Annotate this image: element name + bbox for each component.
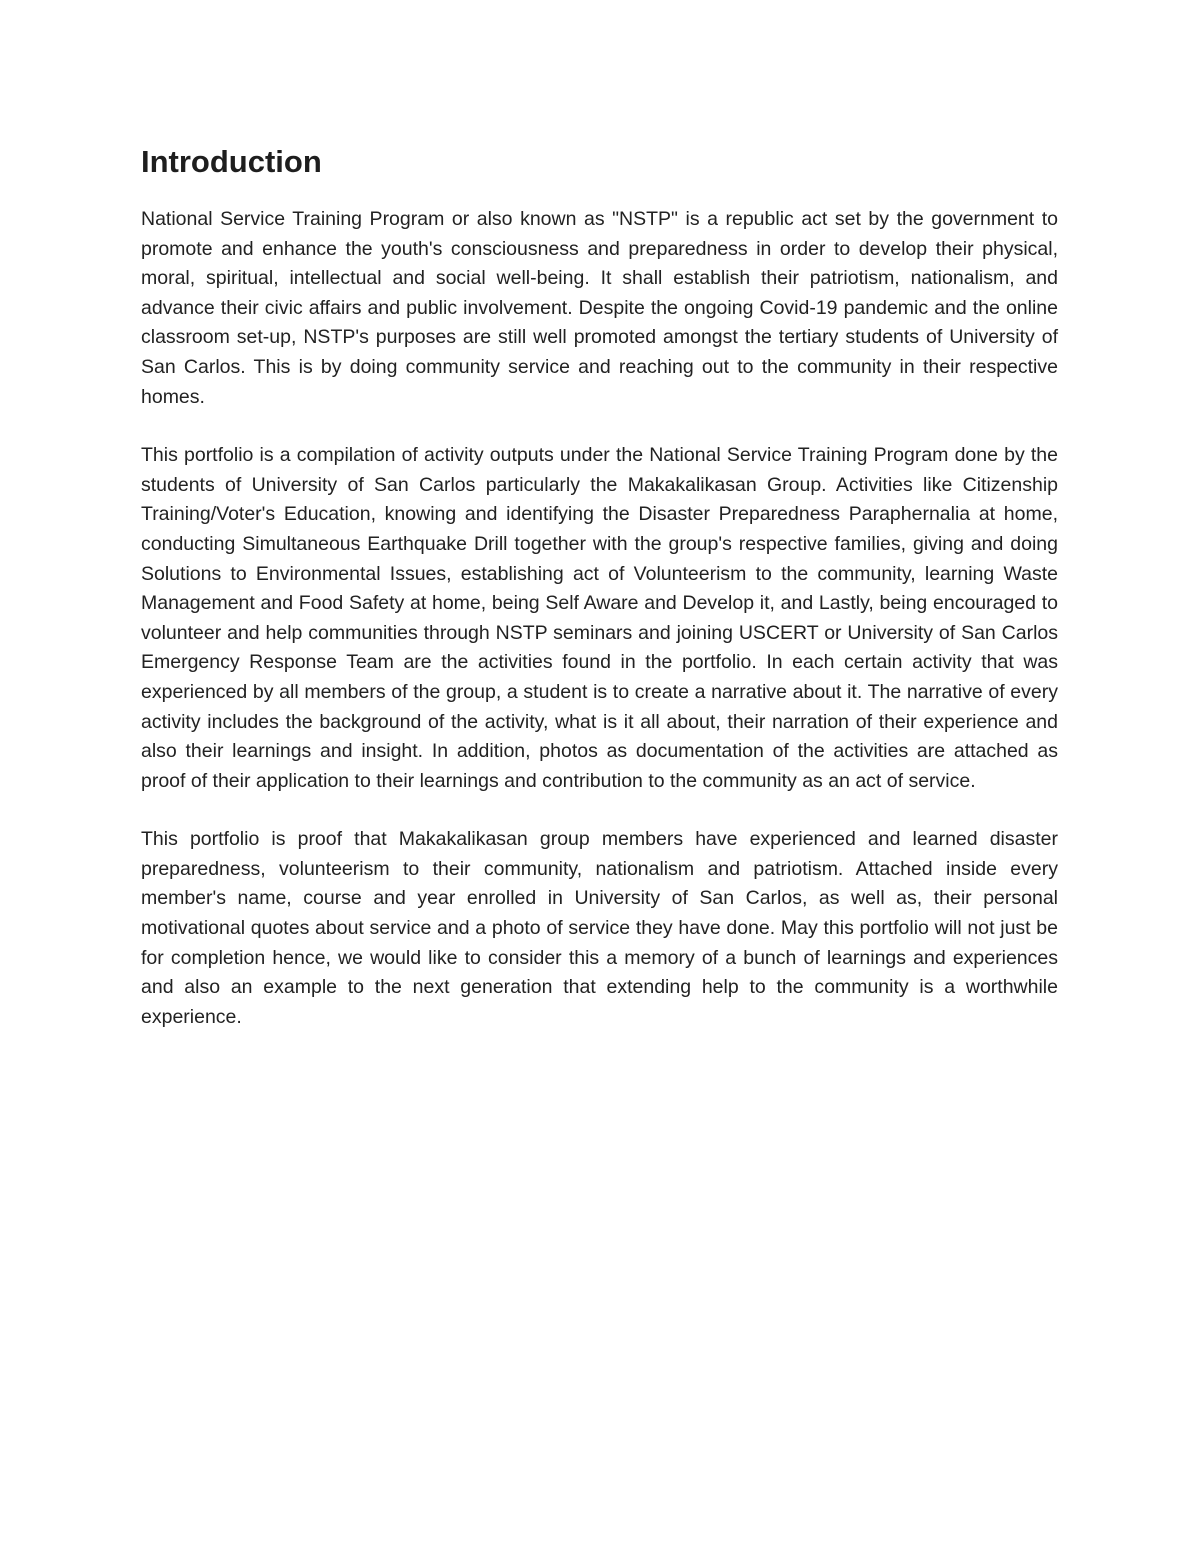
document-page — [141, 140, 1058, 1061]
paragraph-portfolio-activities: This portfolio is a compilation of activity outputs under the National Service Training Program done by the students of University of San Carlos particularly the Makakalikasan Group. Activities like Citizenship Training/Voter's Education, knowing and identifying the Disaster Preparedness Paraphernalia at home, conducting Simultaneous Earthquake Drill together with the group's respective families, giving and doing Solutions to Environmental Issues, establishing act of Volunteerism to the community, learning Waste Management and Food Safety at home, being Self Aware and Develop it, and Lastly, being encouraged to volunteer and help communities through NSTP seminars and joining USCERT or University of San Carlos Emergency Response Team are the activities found in the portfolio. In each certain activity that was experienced by all members of the group, a student is to create a narrative about it. The narrative of every activity includes the background of the activity, what is it all about, their narration of their experience and also their learnings and insight. In addition, photos as documentation of the activities are attached as proof of their application to their learnings and contribution to the community as an act of service. — [141, 444, 1058, 792]
paragraph-nstp-overview: National Service Training Program or also known as "NSTP" is a republic act set by the government to promote and enhance the youth's consciousness and preparedness in order to develop their physical, moral, spiritual, intellectual and social well-being. It shall establish their patriotism, nationalism, and advance their civic affairs and public involvement. Despite the ongoing Covid-19 pandemic and the online classroom set-up, NSTP's purposes are still well promoted amongst the tertiary students of University of San Carlos. This is by doing community service and reaching out to the community in their respective homes. — [141, 208, 1058, 408]
page-title: Introduction — [141, 144, 322, 179]
paragraph-portfolio-purpose: This portfolio is proof that Makakalikasan group members have experienced and learned disaster preparedness, volunteerism to their community, nationalism and patriotism. Attached inside every member's name, course and year enrolled in University of San Carlos, as well as, their personal motivational quotes about service and a photo of service they have done. May this portfolio will not just be for completion hence, we would like to consider this a memory of a bunch of learnings and experiences and also an example to the next generation that extending help to the community is a worthwhile experience. — [141, 828, 1058, 1028]
